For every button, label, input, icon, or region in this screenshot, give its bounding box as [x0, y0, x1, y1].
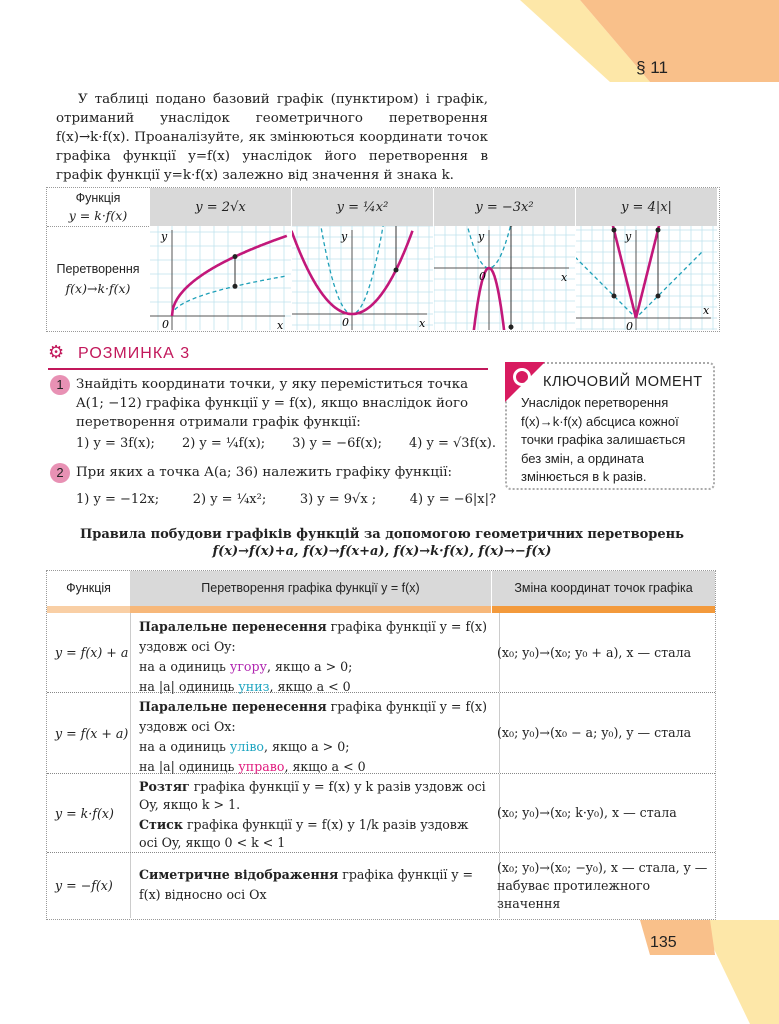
graph-formula: y = −3x² [434, 188, 575, 226]
text: графіка функції y = f(x) уздовж осі Oy: [139, 619, 488, 654]
rules-subtitle: f(x)→f(x)+a, f(x)→f(x+a), f(x)→k·f(x), f(x)→−f(x) [212, 544, 552, 559]
function-graph [292, 226, 433, 330]
option: 3) y = −6f(x); [292, 436, 383, 451]
point [656, 228, 661, 233]
page-number: 135 [650, 934, 677, 951]
y-axis-label: y [341, 230, 348, 243]
row-function: y = −f(x) [55, 878, 113, 893]
graph-column [149, 188, 291, 331]
text: , якщо a < 0 [284, 759, 366, 774]
label-transform: Перетворення [56, 262, 140, 276]
option: 2) y = ¼f(x); [181, 436, 266, 451]
point [233, 254, 238, 259]
y-axis-label: y [161, 230, 168, 243]
row-change: (x₀; y₀)→(x₀; −y₀), x — стала, y — набуває протилежного значення [497, 859, 708, 911]
rules-table-header [47, 571, 715, 606]
text: на a одиниць [139, 739, 230, 754]
direction-up: угору [229, 659, 267, 674]
text: на |a| одиниць [139, 759, 239, 774]
label-function-formula: y = k·f(x) [68, 208, 128, 223]
location-pin-icon [513, 368, 531, 386]
option: 3) y = 9√x ; [299, 492, 377, 507]
bold-term: Паралельне перенесення [139, 619, 327, 634]
rules-title: Правила побудови графіків функцій за допомогою геометричних перетворень [79, 527, 685, 542]
direction-left: уліво [229, 739, 265, 754]
label-transform-formula: f(x)→k·f(x) [65, 281, 131, 296]
graph-column [291, 188, 433, 331]
graph-table [46, 187, 720, 332]
key-moment-box [505, 362, 715, 490]
graph-formula: y = 4|x| [576, 188, 717, 226]
label-function: Функція [75, 191, 121, 205]
section-number: § 11 [636, 58, 668, 77]
graph-formula: y = 2√x [150, 188, 291, 226]
point [509, 325, 514, 330]
point [656, 294, 661, 299]
row-transform [130, 693, 500, 773]
function-graph [150, 226, 291, 330]
point [612, 294, 617, 299]
text: , якщо a > 0; [264, 739, 350, 754]
point [612, 228, 617, 233]
y-axis-label: y [478, 230, 485, 243]
bold-term: Паралельне перенесення [139, 699, 327, 714]
task-options [76, 492, 496, 507]
task-options [76, 436, 496, 451]
graph-formula: y = ¼x² [292, 188, 433, 226]
x-axis-label: x [419, 317, 426, 330]
x-axis-label: x [703, 304, 710, 317]
table-row [47, 693, 715, 774]
task-number: 2 [50, 463, 70, 483]
row-transform [130, 774, 500, 852]
rules-table [46, 570, 716, 920]
key-moment-title: КЛЮЧОВИЙ МОМЕНТ [543, 374, 703, 390]
graph-column [433, 188, 575, 331]
transformed-graph [172, 236, 287, 316]
direction-right: управо [238, 759, 285, 774]
corner-decoration [600, 900, 779, 1024]
table-row [47, 613, 715, 693]
text: , якщо a > 0; [266, 659, 353, 674]
graph-table-labels [47, 188, 149, 331]
text: графіка функції y = f(x) у k разів уздовж осі Oy, якщо k > 1. [139, 779, 486, 812]
option: 1) y = 3f(x); [76, 436, 155, 451]
rules-heading [46, 526, 718, 560]
header-function: Функція [66, 581, 111, 595]
text: на |a| одиниць [139, 679, 239, 694]
option: 4) y = √3f(x). [409, 436, 496, 451]
intro-paragraph: У таблиці подано базовий графік (пунктиром) і графік, отриманий унаслідок геометричного перетворення f(x)→k·f(x). Проаналізуйте, як змінюються координати точок графіка функції y=f(x) унаслідок його перетворення в графік функції y=k·f(x) залежно від значення й знака k. [56, 92, 488, 183]
direction-down: униз [238, 679, 270, 694]
origin-label: 0 [342, 316, 349, 329]
row-function: y = f(x) + a [55, 645, 129, 660]
x-axis-label: x [277, 319, 284, 330]
text: , якщо a < 0 [269, 679, 351, 694]
task-number: 1 [50, 375, 70, 395]
grid [434, 226, 575, 330]
text: на a одиниць [139, 659, 230, 674]
bold-term: Розтяг [139, 779, 190, 794]
task-text: При яких a точка A(a; 36) належить графіку функції: [76, 465, 453, 480]
x-axis-label: x [561, 271, 568, 284]
stripe [492, 606, 715, 613]
header-change: Зміна координат точок графіка [492, 571, 715, 606]
key-moment-text: Унаслідок перетворення f(x)→k·f(x) абсциса кожної точки графіка залишається без змін, а ордината змінюється в k разів. [521, 395, 686, 484]
point [509, 226, 514, 227]
text: графіка функції y = f(x) відносно осі Ox [139, 867, 474, 902]
bold-term: Симетричне відображення [139, 867, 339, 882]
text: графіка функції y = f(x) у 1/k разів уздовж осі Oy, якщо 0 < k < 1 [139, 817, 469, 850]
origin-label: 0 [479, 270, 486, 283]
row-change: (x₀; y₀)→(x₀; y₀ + a), x — стала [497, 644, 692, 660]
warmup-header [48, 344, 488, 370]
y-axis-label: y [625, 230, 632, 243]
point [233, 284, 238, 289]
origin-label: 0 [626, 320, 633, 330]
row-change: (x₀; y₀)→(x₀; k·y₀), x — стала [497, 805, 677, 820]
bold-term: Стиск [139, 817, 183, 832]
row-transform [130, 853, 500, 918]
option: 2) y = ¼x²; [192, 492, 267, 507]
graph-column [575, 188, 717, 331]
task-text: Знайдіть координати точки, у яку переміститься точка A(1; −12) графіка функції y = f(x), якщо внаслідок його перетворення отримали графік функції: [76, 377, 469, 430]
function-graph [434, 226, 575, 330]
option: 4) y = −6|x|? [409, 492, 496, 507]
stripe [130, 606, 491, 613]
function-graph [576, 226, 717, 330]
origin-label: 0 [162, 318, 169, 330]
text: графіка функції y = f(x) уздовж осі Ox: [139, 699, 488, 734]
point [394, 268, 399, 273]
option: 1) y = −12x; [76, 492, 160, 507]
row-transform [130, 613, 500, 692]
stripe [47, 606, 130, 613]
row-function: y = f(x + a) [55, 725, 129, 741]
gear-icon: ⚙ [48, 342, 65, 363]
warmup-title: РОЗМИНКА 3 [78, 345, 191, 362]
base-graph [172, 276, 287, 316]
row-change: (x₀; y₀)→(x₀ − a; y₀), y — стала [497, 725, 692, 740]
header-transform: Перетворення графіка функції y = f(x) [130, 571, 491, 606]
row-function: y = k·f(x) [55, 805, 114, 821]
table-row [47, 774, 715, 853]
